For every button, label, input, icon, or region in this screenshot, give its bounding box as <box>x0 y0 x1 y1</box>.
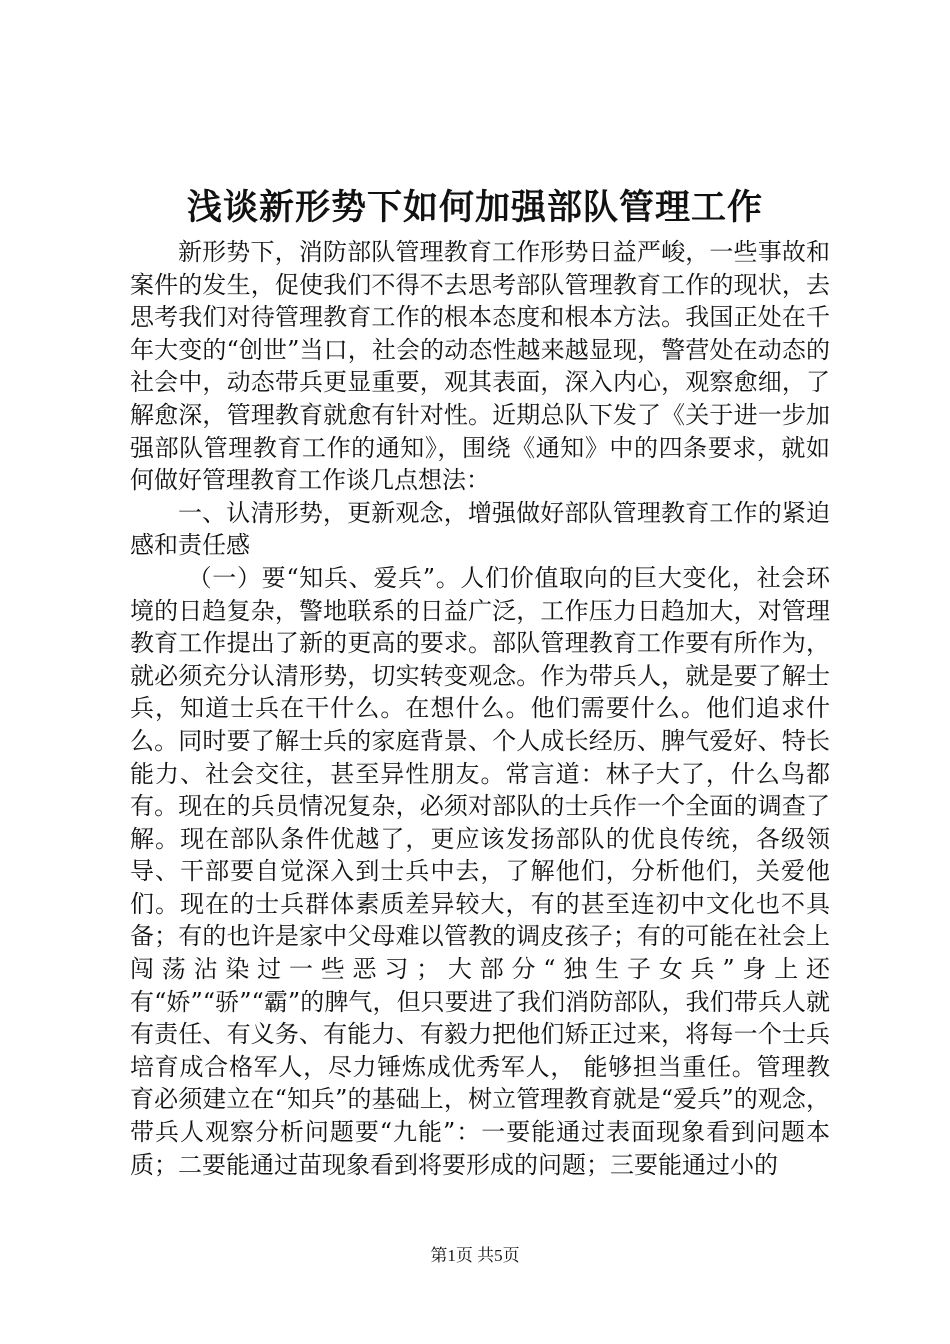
page-number-footer: 第1页 共5页 <box>430 1246 520 1265</box>
subsection-paragraph: （一）要“知兵、爱兵”。人们价值取向的巨大变化，社会环境的日趋复杂，警地联系的日益广泛，工作压力日趋加大，对管理教育工作提出了新的更高的要求。部队管理教育工作要有所作为，就必须充分认清形势，切实转变观念。作为带兵人，就是要了解士兵，知道士兵在干什么。在想什么。他们需要什么。他们追求什么。同时要了解士兵的家庭背景、个人成长经历、脾气爱好、特长能力、社会交往，甚至异性朋友。常言道：林子大了，什么鸟都有。现在的兵员情况复杂，必须对部队的士兵作一个全面的调查了解。现在部队条件优越了，更应该发扬部队的优良传统，各级领导、干部要自觉深入到士兵中去，了解他们，分析他们，关爱他们。现在的士兵群体素质差异较大，有的甚至连初中文化也不具备；有的也许是家中父母难以管教的调皮孩子；有的可能在社会上闯荡沾染过一些恶习；大部分“独生子女兵”身上还有“娇”“骄”“霸”的脾气，但只要进了我们消防部队，我们带兵人就有责任、有义务、有能力、有毅力把他们矫正过来，将每一个士兵培育成合格军人，尽力锤炼成优秀军人， 能够担当重任。管理教育必须建立在“知兵”的基础上，树立管理教育就是“爱兵”的观念，带兵人观察分析问题要“九能”：一要能通过表面现象看到问题本质；二要能通过苗现象看到将要形成的问题；三要能通过小的 <box>130 563 830 1179</box>
document-title: 浅谈新形势下如何加强部队管理工作 <box>186 187 763 228</box>
section-heading: 一、认清形势，更新观念，增强做好部队管理教育工作的紧迫感和责任感 <box>130 498 830 560</box>
document-body <box>130 236 830 1181</box>
intro-paragraph: 新形势下，消防部队管理教育工作形势日益严峻，一些事故和案件的发生，促使我们不得不去思考部队管理教育工作的现状，去思考我们对待管理教育工作的根本态度和根本方法。我国正处在千年大变的“创世”当口，社会的动态性越来越显现，警营处在动态的社会中，动态带兵更显重要，观其表面，深入内心，观察愈细，了解愈深，管理教育就愈有针对性。近期总队下发了《关于进一步加强部队管理教育工作的通知》，围绕《通知》中的四条要求，就如何做好管理教育工作谈几点想法： <box>130 238 830 495</box>
